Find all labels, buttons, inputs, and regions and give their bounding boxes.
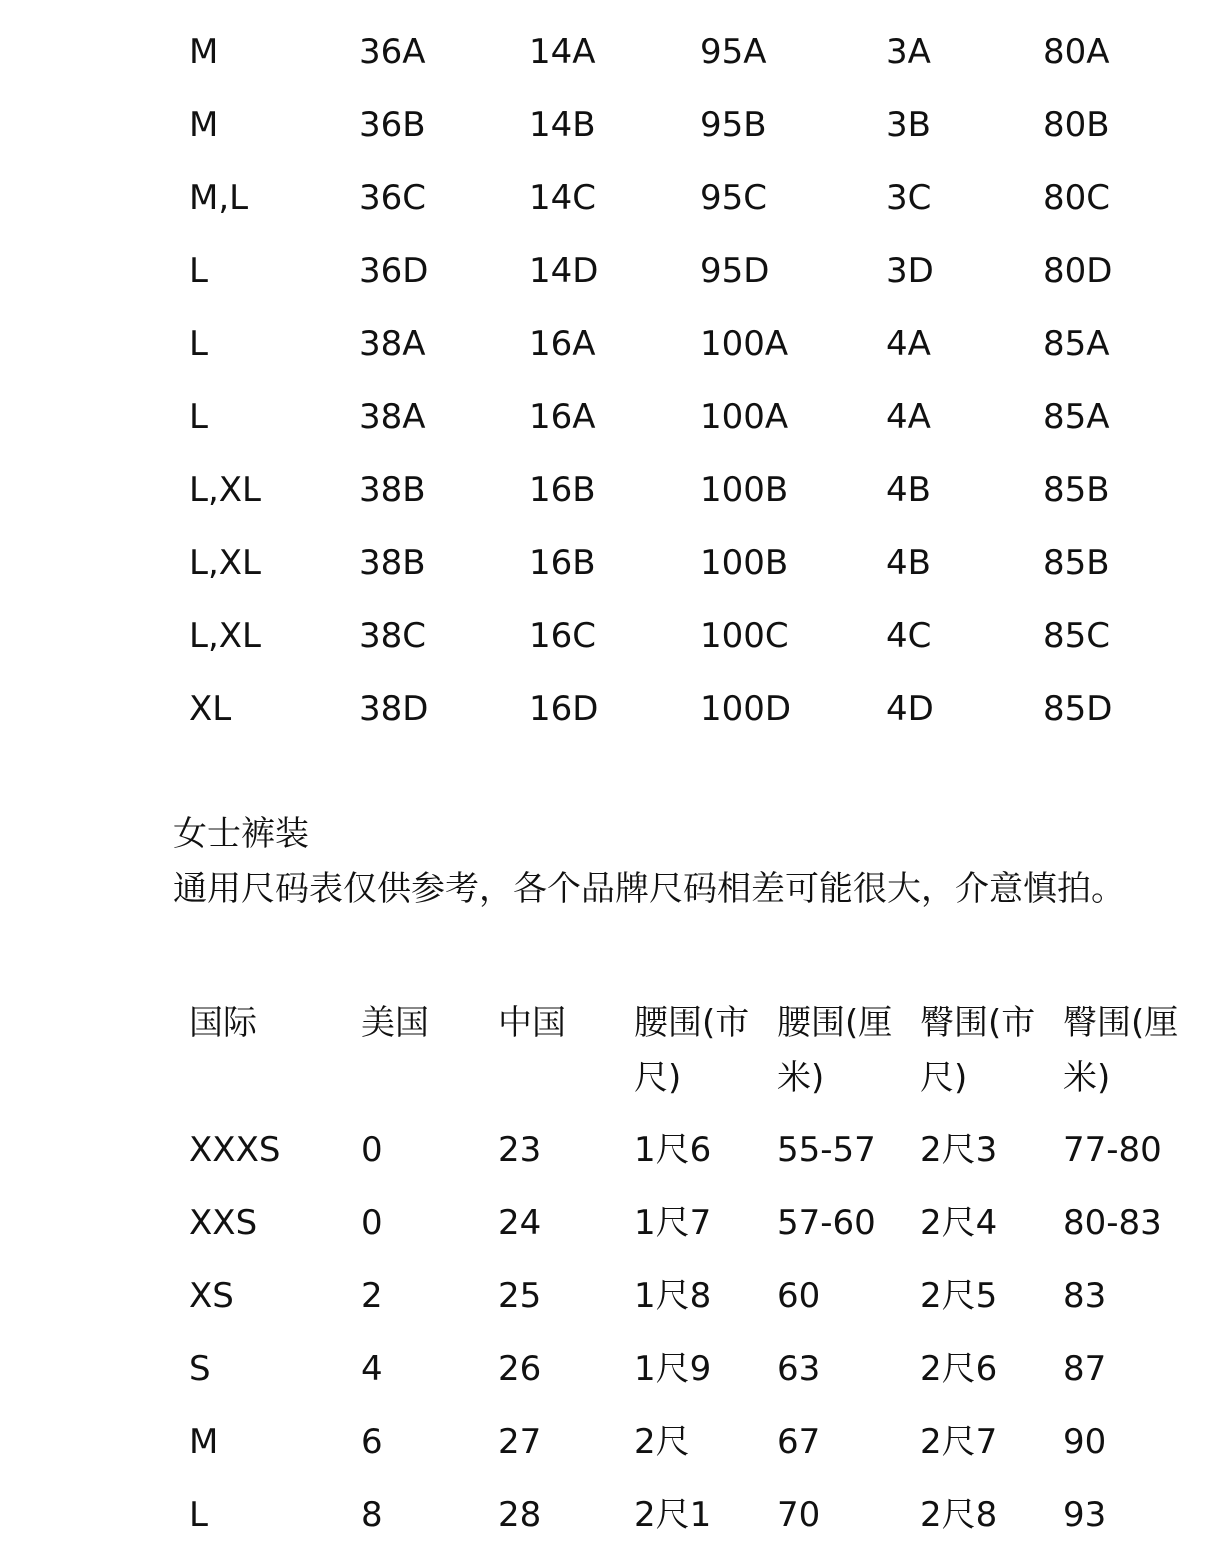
table-cell: 36A [359, 32, 426, 72]
column-header: 腰围(厘米) [777, 1003, 893, 1098]
table-cell: 1尺8 [634, 1276, 712, 1316]
bra-size-table [189, 16, 1189, 746]
table-row [189, 381, 1189, 454]
table-cell: 85A [1043, 324, 1110, 364]
table-cell: 38A [359, 324, 426, 364]
table-cell: 85C [1043, 616, 1111, 656]
table-cell: 90 [1063, 1422, 1107, 1462]
table-cell: 95D [700, 251, 770, 291]
table-cell: 6 [361, 1422, 383, 1462]
table-cell: 8 [361, 1495, 383, 1535]
table-cell: 4B [886, 470, 931, 510]
table-cell: 25 [498, 1276, 542, 1316]
table-cell: L [189, 1495, 208, 1535]
table-cell: 36D [359, 251, 429, 291]
table-header-row [189, 996, 1224, 1114]
table-cell: 36B [359, 105, 426, 145]
table-cell: 14B [529, 105, 596, 145]
table-cell: 38B [359, 543, 426, 583]
table-row [189, 454, 1189, 527]
table-cell: L [189, 324, 208, 364]
table-row [189, 527, 1189, 600]
table-cell: 14C [529, 178, 597, 218]
table-cell: L,XL [189, 543, 261, 583]
table-cell: 95B [700, 105, 767, 145]
size-disclaimer: 通用尺码表仅供参考，各个品牌尺码相差可能很大，介意慎拍。 [173, 869, 1125, 909]
table-cell: 14A [529, 32, 596, 72]
table-cell: 16D [529, 689, 599, 729]
table-row [189, 235, 1189, 308]
table-cell: 100A [700, 324, 789, 364]
table-cell: 4C [886, 616, 932, 656]
table-cell: 4D [886, 689, 934, 729]
table-row [189, 89, 1189, 162]
table-cell: 3C [886, 178, 932, 218]
table-row [189, 308, 1189, 381]
table-cell: 3B [886, 105, 931, 145]
table-cell: 2尺6 [920, 1349, 998, 1389]
table-row [189, 16, 1189, 89]
table-cell: 4B [886, 543, 931, 583]
table-cell: 23 [498, 1130, 542, 1170]
table-row [189, 673, 1189, 746]
table-cell: L,XL [189, 470, 261, 510]
table-cell: 1尺6 [634, 1130, 712, 1170]
table-cell: 1尺9 [634, 1349, 712, 1389]
table-cell: 63 [777, 1349, 821, 1389]
table-cell: 38B [359, 470, 426, 510]
table-row [189, 1260, 1224, 1333]
table-cell: 80D [1043, 251, 1113, 291]
table-row [189, 1406, 1224, 1479]
table-cell: 27 [498, 1422, 542, 1462]
table-cell: 0 [361, 1130, 383, 1170]
table-cell: 28 [498, 1495, 542, 1535]
table-cell: 95C [700, 178, 768, 218]
table-cell: 85B [1043, 543, 1110, 583]
column-header: 美国 [361, 1003, 429, 1043]
table-cell: 57-60 [777, 1203, 876, 1243]
table-row [189, 1187, 1224, 1260]
table-cell: 80A [1043, 32, 1110, 72]
table-cell: 2尺5 [920, 1276, 998, 1316]
section-title: 女士裤装 [173, 814, 309, 854]
table-cell: 16A [529, 324, 596, 364]
table-cell: 100A [700, 397, 789, 437]
table-cell: 0 [361, 1203, 383, 1243]
table-cell: 77-80 [1063, 1130, 1162, 1170]
table-cell: 4 [361, 1349, 383, 1389]
table-cell: 24 [498, 1203, 542, 1243]
table-cell: 3D [886, 251, 934, 291]
table-row [189, 1114, 1224, 1187]
table-cell: M,L [189, 178, 249, 218]
table-row [189, 1479, 1224, 1552]
table-cell: 80B [1043, 105, 1110, 145]
table-cell: M [189, 1422, 219, 1462]
table-cell: 100D [700, 689, 792, 729]
table-cell: XXXS [189, 1130, 281, 1170]
column-header: 中国 [498, 1003, 566, 1043]
table-cell: 60 [777, 1276, 821, 1316]
table-cell: 38A [359, 397, 426, 437]
table-cell: 87 [1063, 1349, 1107, 1389]
table-cell: 85D [1043, 689, 1113, 729]
table-cell: 16B [529, 543, 596, 583]
table-cell: 38C [359, 616, 427, 656]
table-cell: 85B [1043, 470, 1110, 510]
table-cell: 36C [359, 178, 427, 218]
table-cell: 3A [886, 32, 931, 72]
column-header: 腰围(市尺) [634, 1003, 750, 1098]
table-cell: 38D [359, 689, 429, 729]
column-header: 臀围(厘米) [1063, 1003, 1179, 1098]
table-row [189, 600, 1189, 673]
table-cell: 2尺1 [634, 1495, 712, 1535]
table-cell: 85A [1043, 397, 1110, 437]
table-cell: 2尺8 [920, 1495, 998, 1535]
table-cell: 16A [529, 397, 596, 437]
table-cell: 2尺4 [920, 1203, 998, 1243]
table-row [189, 1333, 1224, 1406]
table-cell: 80-83 [1063, 1203, 1162, 1243]
table-cell: L [189, 397, 208, 437]
table-cell: 80C [1043, 178, 1111, 218]
table-cell: 100C [700, 616, 789, 656]
table-cell: 4A [886, 397, 931, 437]
table-row [189, 162, 1189, 235]
column-header: 国际 [189, 1003, 257, 1043]
table-cell: XS [189, 1276, 234, 1316]
table-cell: 55-57 [777, 1130, 876, 1170]
table-cell: S [189, 1349, 211, 1389]
table-cell: 26 [498, 1349, 542, 1389]
table-cell: 100B [700, 543, 789, 583]
table-cell: 93 [1063, 1495, 1107, 1535]
table-cell: 70 [777, 1495, 821, 1535]
table-cell: L,XL [189, 616, 261, 656]
column-header: 臀围(市尺) [920, 1003, 1036, 1098]
table-cell: 95A [700, 32, 767, 72]
table-cell: 16C [529, 616, 597, 656]
table-cell: 14D [529, 251, 599, 291]
pants-size-table [189, 996, 1224, 1552]
table-cell: 16B [529, 470, 596, 510]
table-cell: XXS [189, 1203, 258, 1243]
table-cell: M [189, 105, 219, 145]
table-cell: M [189, 32, 219, 72]
table-cell: 83 [1063, 1276, 1107, 1316]
table-cell: 100B [700, 470, 789, 510]
table-cell: 4A [886, 324, 931, 364]
table-cell: L [189, 251, 208, 291]
table-cell: 67 [777, 1422, 821, 1462]
table-cell: XL [189, 689, 232, 729]
table-cell: 1尺7 [634, 1203, 712, 1243]
table-cell: 2 [361, 1276, 383, 1316]
table-cell: 2尺 [634, 1422, 690, 1462]
table-cell: 2尺7 [920, 1422, 998, 1462]
table-cell: 2尺3 [920, 1130, 998, 1170]
